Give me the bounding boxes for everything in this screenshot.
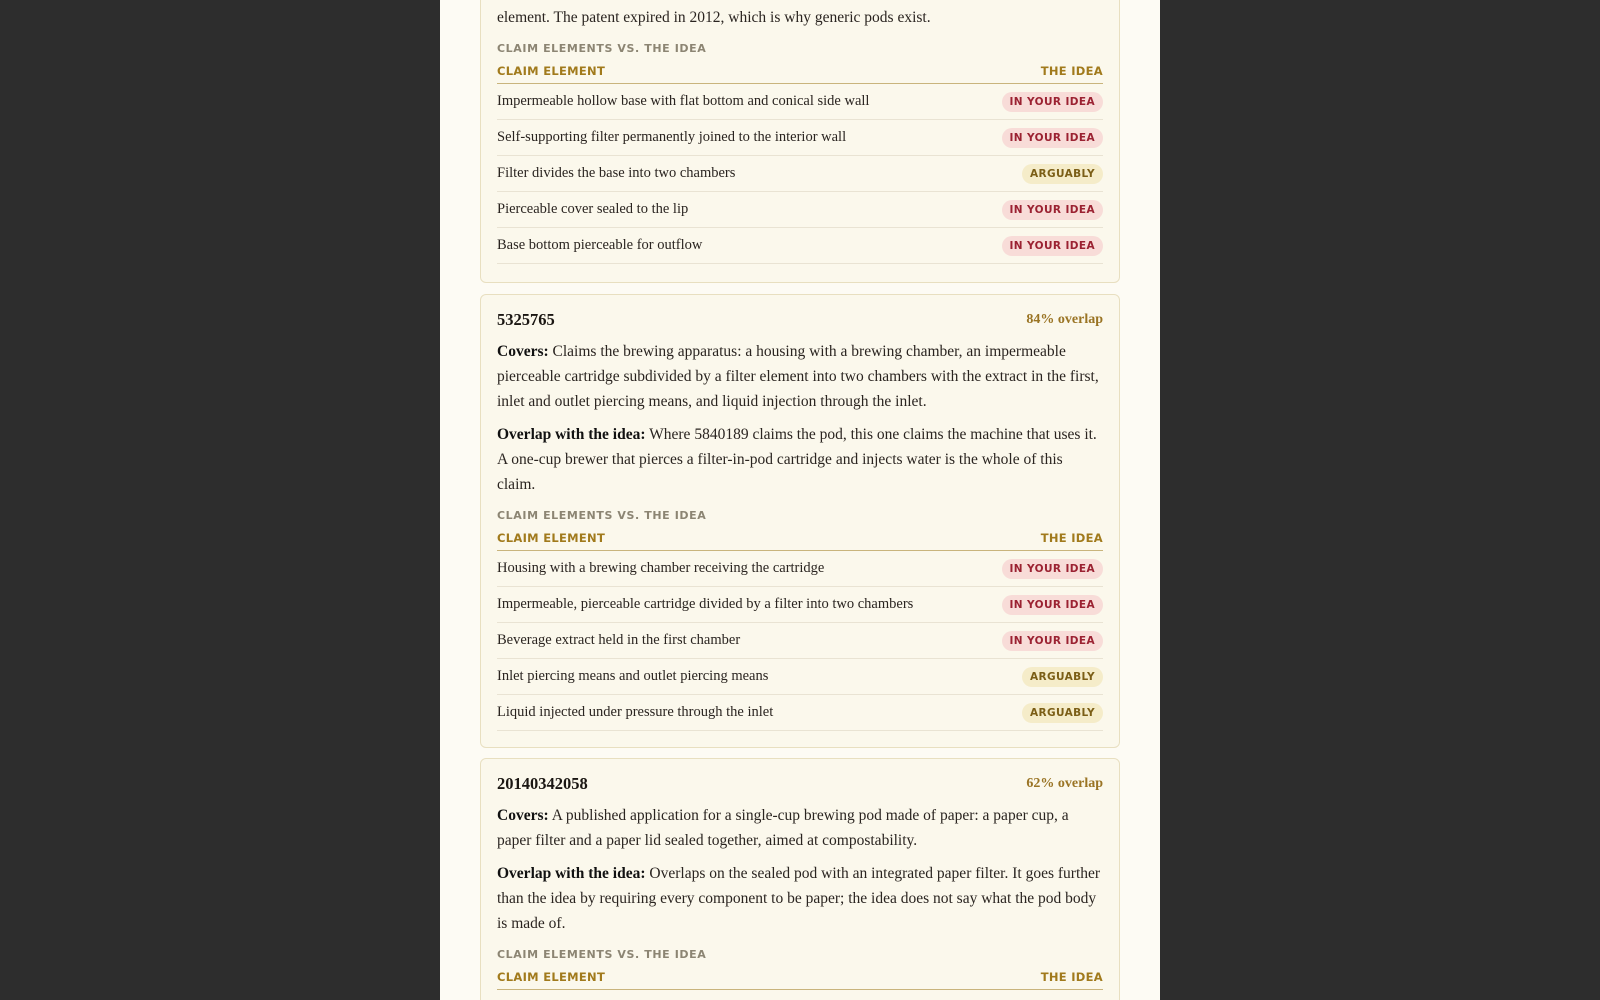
claim-row <box>497 228 1103 264</box>
section-label: CLAIM ELEMENTS VS. THE IDEA <box>497 42 707 55</box>
claim-row <box>497 156 1103 192</box>
patent-number: 5325765 <box>497 310 555 329</box>
claim-row <box>497 551 1103 587</box>
patent-summary-tail: element. The patent expired in 2012, which is why generic pods exist. <box>497 9 931 26</box>
overlap-text: Where 5840189 claims the pod, this one claims the machine that uses it. A one-cup brewer that pierces a filter-in-pod cartridge and injects water is the whole of this claim. <box>497 426 1097 493</box>
patent-card <box>480 0 1120 283</box>
col-the-idea: THE IDEA <box>1040 64 1103 78</box>
col-claim-element: CLAIM ELEMENT <box>497 531 606 545</box>
claim-row <box>497 587 1103 623</box>
col-claim-element: CLAIM ELEMENT <box>497 970 606 984</box>
covers-paragraph <box>497 803 1103 853</box>
claim-row <box>497 695 1103 731</box>
covers-label: Covers: <box>497 343 549 360</box>
overlap-percentage: 84% overlap <box>1026 312 1103 327</box>
patent-card-header <box>497 759 1103 795</box>
claim-element-text: Self-supporting filter permanently joined to the interior wall <box>497 129 847 145</box>
claim-row <box>497 192 1103 228</box>
claim-row <box>497 623 1103 659</box>
section-label: CLAIM ELEMENTS VS. THE IDEA <box>497 948 707 961</box>
claim-element-text: Filter divides the base into two chambers <box>497 165 736 181</box>
status-badge: ARGUABLY <box>1022 703 1103 723</box>
claim-table <box>497 551 1103 731</box>
patent-number: 20140342058 <box>497 774 588 793</box>
claim-table <box>497 84 1103 264</box>
overlap-label: Overlap with the idea: <box>497 426 646 443</box>
claim-element-text: Impermeable hollow base with flat bottom and conical side wall <box>497 93 870 109</box>
overlap-percentage: 62% overlap <box>1026 776 1103 791</box>
patent-card <box>480 294 1120 748</box>
claim-element-text: Beverage extract held in the first chamber <box>497 632 741 648</box>
claim-row <box>497 120 1103 156</box>
status-badge: IN YOUR IDEA <box>1002 236 1104 256</box>
claim-element-text: Base bottom pierceable for outflow <box>497 237 703 253</box>
patent-card <box>480 758 1120 1000</box>
covers-label: Covers: <box>497 807 549 824</box>
claim-row <box>497 659 1103 695</box>
status-badge: IN YOUR IDEA <box>1002 559 1104 579</box>
claim-table-header <box>497 531 1103 551</box>
claim-element-text: Pierceable cover sealed to the lip <box>497 201 689 217</box>
claim-element-text: Inlet piercing means and outlet piercing means <box>497 668 769 684</box>
overlap-label: Overlap with the idea: <box>497 865 646 882</box>
claim-table-header <box>497 64 1103 84</box>
claim-element-text: Liquid injected under pressure through the inlet <box>497 704 774 720</box>
col-claim-element: CLAIM ELEMENT <box>497 64 606 78</box>
overlap-paragraph <box>497 422 1103 497</box>
section-label: CLAIM ELEMENTS VS. THE IDEA <box>497 509 707 522</box>
report-page <box>440 0 1160 1000</box>
status-badge: IN YOUR IDEA <box>1002 128 1104 148</box>
status-badge: ARGUABLY <box>1022 667 1103 687</box>
status-badge: IN YOUR IDEA <box>1002 631 1104 651</box>
claim-element-text: Housing with a brewing chamber receiving the cartridge <box>497 560 825 576</box>
claim-row <box>497 84 1103 120</box>
claim-table-header <box>497 970 1103 990</box>
overlap-text: Overlaps on the sealed pod with an integrated paper filter. It goes further than the idea by requiring every component to be paper; the idea does not say what the pod body is made of. <box>497 865 1101 932</box>
overlap-paragraph <box>497 861 1103 936</box>
status-badge: IN YOUR IDEA <box>1002 200 1104 220</box>
col-the-idea: THE IDEA <box>1040 970 1103 984</box>
patent-card-header <box>497 295 1103 331</box>
covers-paragraph <box>497 339 1103 414</box>
status-badge: IN YOUR IDEA <box>1002 92 1104 112</box>
covers-text: A published application for a single-cup brewing pod made of paper: a paper cup, a paper filter and a paper lid sealed together, aimed at compostability. <box>497 807 1069 849</box>
status-badge: ARGUABLY <box>1022 164 1103 184</box>
status-badge: IN YOUR IDEA <box>1002 595 1104 615</box>
col-the-idea: THE IDEA <box>1040 531 1103 545</box>
claim-element-text: Impermeable, pierceable cartridge divided by a filter into two chambers <box>497 596 914 612</box>
covers-text: Claims the brewing apparatus: a housing with a brewing chamber, an impermeable pierceable cartridge subdivided by a filter element into two chambers with the extract in the first, inlet and outlet piercing means, and liquid injection through the inlet. <box>497 343 1099 410</box>
